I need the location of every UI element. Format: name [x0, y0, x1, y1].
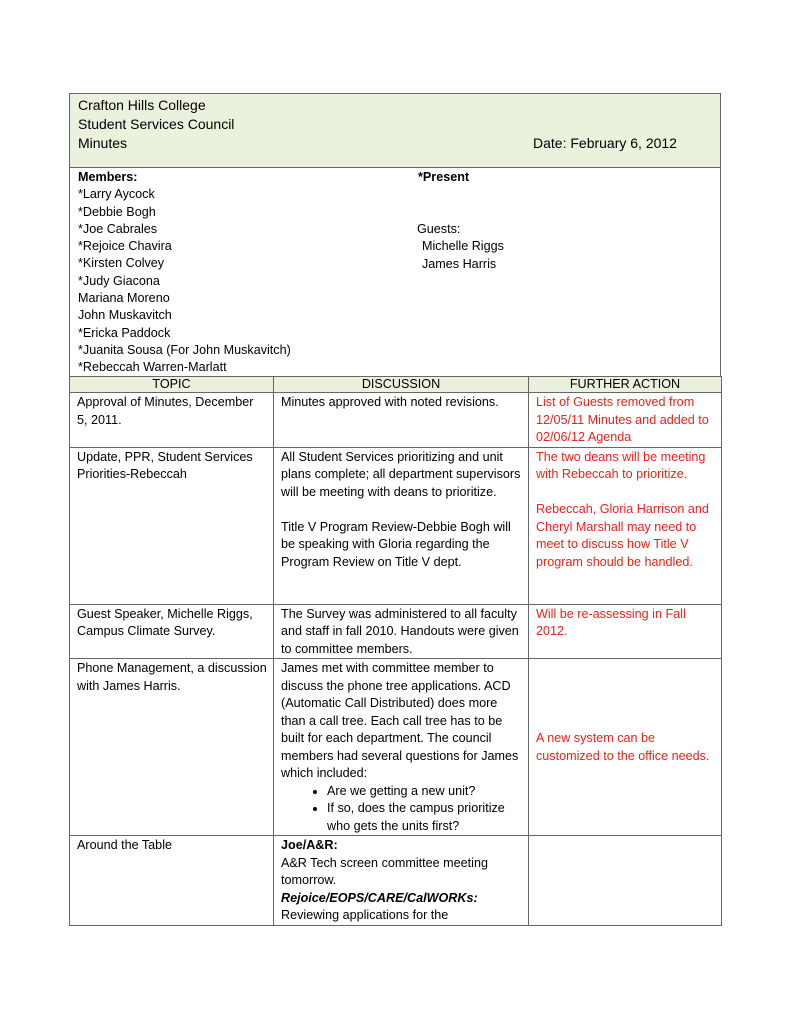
discussion-cell: [274, 836, 529, 926]
table-header-row: [70, 377, 722, 393]
table-row: [70, 836, 722, 926]
document-header: [69, 93, 721, 168]
discussion-cell: The Survey was administered to all faculty and staff in fall 2010. Handouts were given to committee members.: [274, 604, 529, 659]
topic-cell: Approval of Minutes, December 5, 2011.: [70, 393, 274, 448]
discussion-paragraph: Reviewing applications for the: [281, 908, 449, 922]
member-item: John Muskavitch: [78, 308, 172, 323]
action-cell: [529, 447, 722, 604]
member-item: Mariana Moreno: [78, 291, 170, 306]
action-paragraph: A new system can be customized to the office needs.: [536, 731, 710, 763]
council-name: Student Services Council: [78, 116, 235, 132]
member-item: *Judy Giacona: [78, 273, 160, 288]
column-header-further-action: FURTHER ACTION: [529, 377, 722, 393]
action-cell: [529, 659, 722, 836]
members-section: [69, 168, 721, 376]
document-type: Minutes: [78, 135, 128, 151]
minutes-table: [69, 376, 722, 926]
guests-label: Guests:: [417, 222, 461, 236]
member-item: *Rebeccah Warren-Marlatt: [78, 360, 227, 375]
member-item: *Joe Cabrales: [78, 221, 158, 236]
topic-cell: Around the Table: [70, 836, 274, 926]
action-cell: Will be re-assessing in Fall 2012.: [529, 604, 722, 659]
member-item: *Rejoice Chavira: [78, 239, 172, 254]
table-row: [70, 604, 722, 659]
guest-item: Michelle Riggs: [422, 239, 504, 254]
discussion-heading: Joe/A&R:: [281, 838, 338, 852]
discussion-paragraph: A&R Tech screen committee meeting tomorrow.: [281, 855, 488, 887]
present-note: *Present: [418, 170, 470, 184]
member-item: *Ericka Paddock: [78, 325, 171, 340]
member-item: *Larry Aycock: [78, 187, 155, 202]
topic-cell: Phone Management, a discussion with James Harris.: [70, 659, 274, 836]
discussion-paragraph: Title V Program Review-Debbie Bogh will be speaking with Gloria regarding the Program Review on Title V dept.: [281, 519, 511, 569]
table-row: [70, 659, 722, 836]
action-cell: List of Guests removed from 12/05/11 Minutes and added to 02/06/12 Agenda: [529, 393, 722, 448]
member-item: *Kirsten Colvey: [78, 256, 165, 271]
discussion-paragraph: All Student Services prioritizing and unit plans complete; all department supervisors will be meeting with deans to prioritize.: [281, 449, 521, 499]
minutes-document: [69, 93, 721, 926]
discussion-cell: [274, 659, 529, 836]
question-list: [281, 783, 522, 836]
discussion-paragraph: James met with committee member to discuss the phone tree applications. ACD (Automatic Call Distributed) does more than a call tree. Each call tree has to be built for each department. The council members had several questions for James which included:: [281, 661, 519, 780]
action-paragraph: The two deans will be meeting with Rebeccah to prioritize.: [536, 449, 706, 481]
discussion-cell: [274, 447, 529, 604]
action-cell: [529, 836, 722, 926]
members-label: Members:: [78, 170, 138, 184]
column-header-topic: TOPIC: [70, 377, 274, 393]
list-item: • If so, does the campus prioritize who gets the units first?: [327, 800, 522, 835]
table-row: [70, 393, 722, 448]
discussion-cell: Minutes approved with noted revisions.: [274, 393, 529, 448]
guests-list: [417, 221, 504, 273]
column-header-discussion: DISCUSSION: [274, 377, 529, 393]
college-name: Crafton Hills College: [78, 97, 206, 113]
action-paragraph: Rebeccah, Gloria Harrison and Cheryl Marshall may need to meet to discuss how Title V program should be handled.: [536, 502, 709, 569]
table-row: [70, 447, 722, 604]
list-item: • Are we getting a new unit?: [327, 783, 522, 801]
member-item: *Debbie Bogh: [78, 204, 156, 219]
discussion-heading: Rejoice/EOPS/CARE/CalWORKs:: [281, 890, 478, 905]
meeting-date: Date: February 6, 2012: [533, 135, 677, 151]
topic-cell: Guest Speaker, Michelle Riggs, Campus Climate Survey.: [70, 604, 274, 659]
topic-cell: Update, PPR, Student Services Priorities-Rebeccah: [70, 447, 274, 604]
guest-item: James Harris: [422, 256, 497, 271]
member-item: *Juanita Sousa (For John Muskavitch): [78, 342, 291, 357]
